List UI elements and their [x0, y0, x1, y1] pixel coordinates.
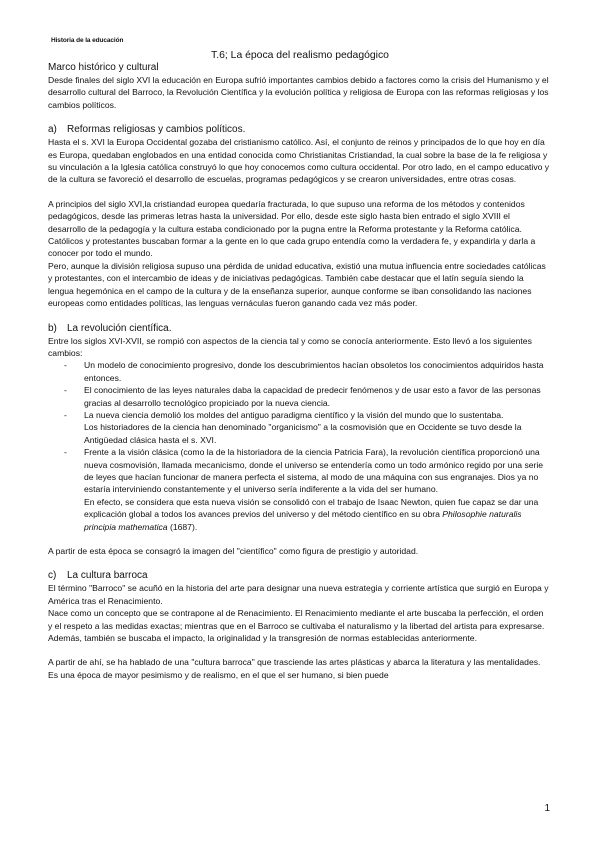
- bullet-item-4-continuation: [84, 496, 550, 533]
- paragraph-b-intro: Entre los siglos XVI-XVII, se rompió con aspectos de la ciencia tal y como se conocía anteriormente. Esto llevó a los siguientes cambios:: [48, 335, 532, 358]
- section-title-c: La cultura barroca: [67, 570, 148, 582]
- paragraph-a1: Hasta el s. XVI la Europa Occidental gozaba del cristianismo católico. Así, el conjunto de reinos y principados de lo que hoy en día es Europa, quedaban englobados en una entidad conocida como Christianitas Cristiandad, la cual sobre la base de la fe religiosa y su vinculación a la Iglesia católica construyó lo que hoy conocemos como cultura occidental. Por otro lado, en el campo educativo y de la cultura se favoreció el desarrollo de escuelas, programas pedagógicos y se crearon universidades, entre otras cosas.: [48, 137, 550, 185]
- bullet-item-4: [48, 446, 550, 533]
- section-label-a: a): [48, 124, 57, 136]
- section-heading-intro: Marco histórico y cultural: [48, 62, 159, 73]
- paragraph-c3: A partir de ahí, se ha hablado de una "cultura barroca" que trasciende las artes plásticas y abarca la literatura y las mentalidades. Es una época de mayor pesimismo y de realismo, en el que el ser humano, si bien puede: [48, 657, 541, 680]
- bullet-list-b: [48, 359, 550, 533]
- bullet-item-2: - El conocimiento de las leyes naturales daba la capacidad de predecir fenómenos y de usar esto a favor de las personas gracias al desarrollo tecnológico propiciado por la nueva ciencia.: [48, 384, 550, 409]
- paragraph-c2: Nace como un concepto que se contrapone al de Renacimiento. El Renacimiento mediante el arte buscaba la perfección, el orden y el respeto a las medidas exactas; mientras que en el Barroco se cultivaba el naturalismo y la libertad del artista para expresarse. Además, también se buscaba el impacto, la originalidad y la transgresión de normas establecidas anteriormente.: [48, 608, 545, 644]
- running-header: Historia de la educación: [51, 37, 124, 44]
- section-label-b: b): [48, 322, 57, 334]
- section-heading-c: [48, 569, 550, 582]
- continuation-text: En efecto, se considera que esta nueva visión se consolidó con el trabajo de Isaac Newton, quien fue capaz se dar una explicación global a todos los avances previos del universo y del método científico en su obra: [84, 496, 539, 520]
- bullet-item-1: - Un modelo de conocimiento progresivo, donde los descubrimientos hacían obsoletos los conocimientos adquiridos hasta entonces.: [48, 359, 550, 384]
- section-title-a: Reformas religiosas y cambios políticos.: [67, 124, 246, 136]
- paragraph-c1: El término "Barroco" se acuñó en la historia del arte para designar una nueva estrategia y corriente artística que surgió en Europa y América tras el Renacimiento.: [48, 583, 549, 606]
- bullet-item-3-continuation: Los historiadores de la ciencia han denominado "organicismo" a la cosmovisión que en Occidente se tuvo desde la Antigüedad clásica hasta el s. XVI.: [84, 422, 522, 445]
- continuation-end: (1687).: [167, 521, 198, 532]
- section-heading-b: [48, 322, 550, 335]
- page-number: 1: [544, 803, 550, 814]
- paragraph-a3: Pero, aunque la división religiosa supuso una pérdida de unidad educativa, existió una mutua influencia entre sociedades católicas y protestantes, con el intercambio de ideas y de iniciativas pedagógicas. También cabe destacar que el latín seguía siendo la lengua hegemónica en el campo de la cultura y de la enseñanza superior, aunque conforme se iban consolidando las naciones europeas como entidades políticas, las lenguas vernáculas fueron ganando cada vez más poder.: [48, 260, 546, 309]
- book-title: Philosophie naturalis principia mathematica: [84, 509, 522, 532]
- bullet-item-3: [48, 409, 550, 446]
- section-title-b: La revolución científica.: [67, 322, 172, 334]
- paragraph-intro: Desde finales del siglo XVI la educación en Europa sufrió importantes cambios debido a factores como la crisis del Humanismo y el desarrollo cultural del Barroco, la Revolución Científica y la evolución política y religiosa de Europa con las reformas religiosas y los cambios políticos.: [48, 75, 549, 110]
- section-heading-a: [48, 123, 550, 136]
- paragraph-a2: A principios del siglo XVI,la cristiandad europea quedaría fracturada, lo que supuso una reforma de los métodos y contenidos pedagógicos, desde las primeras letras hasta la universidad. Por ello, desde este siglo hasta bien entrado el siglo XVIII el desarrollo de la pedagogía y la cultura estaba condicionado por la pugna entre la Reforma protestante y la Reforma católica. Católicos y protestantes buscaban formar a la gente en lo que cada grupo entendía como la verdadera fe, y expandirla y darla a conocer por todo el mundo.: [48, 198, 536, 259]
- paragraph-b-closing: A partir de esta época se consagró la imagen del "científico" como figura de prestigio y autoridad.: [48, 546, 419, 556]
- bullet-item-3-text: La nueva ciencia demolió los moldes del antiguo paradigma científico y la visión del mundo que lo sustentaba.: [84, 409, 504, 420]
- document-title: T.6; La época del realismo pedagógico: [211, 50, 389, 61]
- section-label-c: c): [48, 570, 57, 582]
- document-body: [48, 61, 550, 681]
- bullet-item-4-text: Frente a la visión clásica (como la de la historiadora de la ciencia Patricia Fara), la revolución científica proporcionó una nueva cosmovisión, llamada mecanicismo, donde el universo se entendería como un todo armónico regido por una serie de leyes que hacían funcionar de manera perfecta el sistema, al modo de una máquina con sus engranajes. Dios ya no estaría interviniendo constantemente y el universo sería indiferente a la vida del ser humano.: [84, 447, 544, 495]
